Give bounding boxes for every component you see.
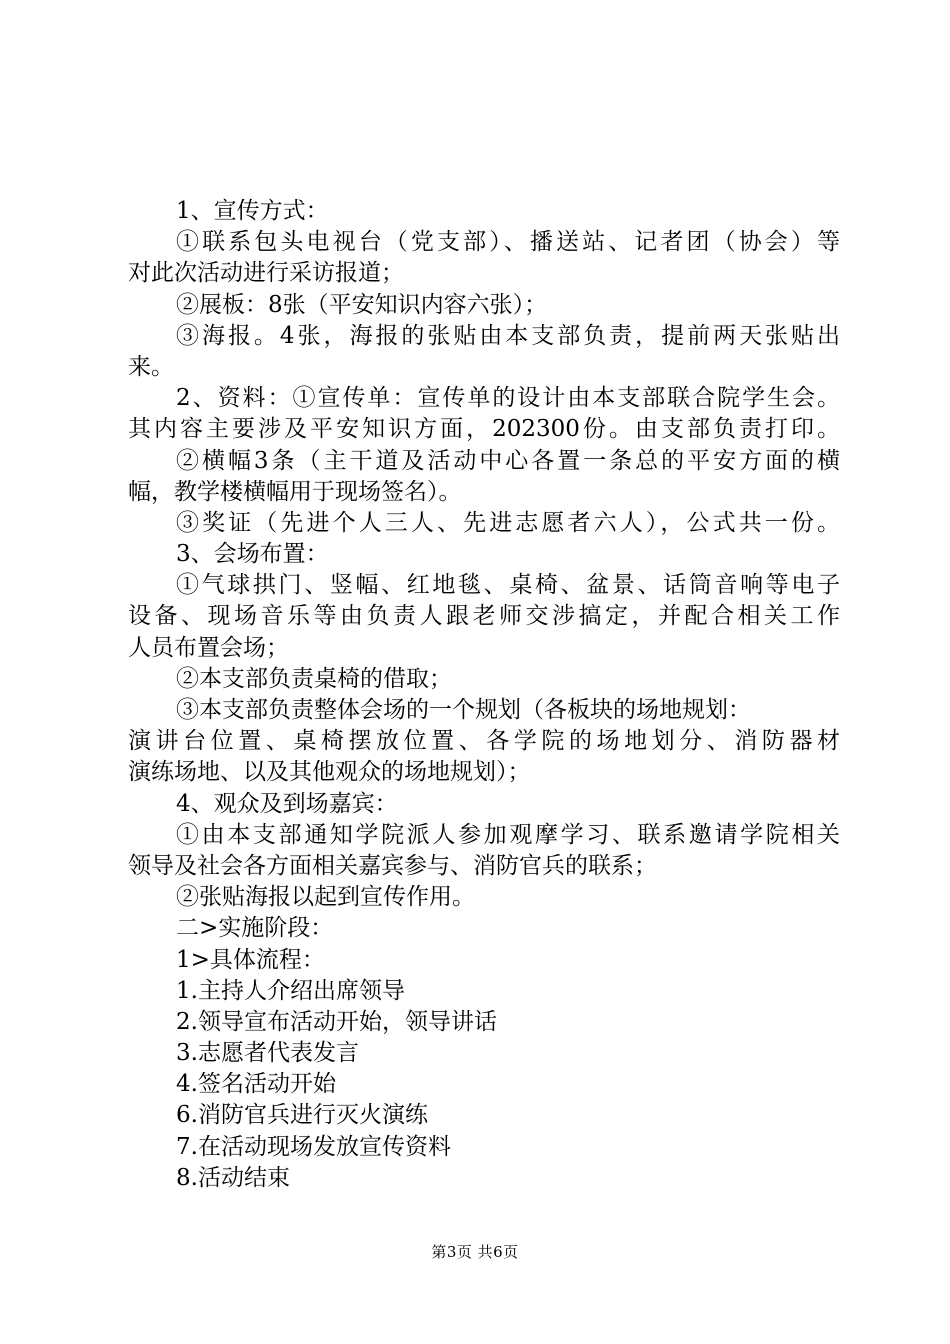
paragraph-line: 1、宣传方式： [176, 198, 329, 224]
paragraph-line: 7.在活动现场发放宣传资料 [176, 1133, 451, 1160]
paragraph-line: 3.志愿者代表发言 [176, 1040, 359, 1067]
paragraph-line: 对此次活动进行采访报道； [128, 260, 404, 287]
paragraph-line: ③海报。4张，海报的张贴由本支部负责，提前两天张贴出 [176, 322, 840, 349]
paragraph-line: 演讲台位置、桌椅摆放位置、各学院的场地划分、消防器材 [128, 728, 840, 755]
paragraph-line: 1.主持人介绍出席领导 [176, 977, 405, 1004]
paragraph-line: 6.消防官兵进行灭火演练 [176, 1102, 428, 1129]
paragraph-line: ②本支部负责桌椅的借取； [176, 665, 452, 692]
document-body [128, 196, 840, 1194]
paragraph-line: 演练场地、以及其他观众的场地规划）； [128, 759, 531, 786]
paragraph-line: 4.签名活动开始 [176, 1071, 336, 1098]
paragraph-line: 来。 [128, 353, 174, 380]
paragraph-line: ②横幅3条（主干道及活动中心各置一条总的平安方面的横 [176, 447, 840, 474]
paragraph-line: 2、资料：①宣传单：宣传单的设计由本支部联合院学生会。 [176, 385, 840, 412]
paragraph-line: ①由本支部通知学院派人参加观摩学习、联系邀请学院相关 [176, 821, 840, 848]
paragraph-line: ③本支部负责整体会场的一个规划（各板块的场地规划： [176, 697, 751, 723]
paragraph-line: 二>实施阶段： [176, 915, 334, 942]
paragraph-line: 人员布置会场； [128, 634, 289, 661]
paragraph-line: ②张贴海报以起到宣传作用。 [176, 884, 475, 911]
paragraph-line: 2.领导宣布活动开始，领导讲话 [176, 1008, 497, 1035]
paragraph-line: ②展板：8张（平安知识内容六张）； [176, 291, 548, 318]
paragraph-line: 1>具体流程： [176, 946, 325, 973]
paragraph-line: ①气球拱门、竖幅、红地毯、桌椅、盆景、话筒音响等电子 [176, 572, 840, 599]
paragraph-line: 领导及社会各方面相关嘉宾参与、消防官兵的联系； [128, 852, 657, 879]
page-number-footer: 第3页 共6页 [431, 1243, 519, 1261]
paragraph-line: 8.活动结束 [176, 1164, 290, 1191]
paragraph-line: 其内容主要涉及平安知识方面，202300份。由支部负责打印。 [128, 416, 840, 443]
paragraph-line: 3、会场布置： [176, 541, 329, 568]
paragraph-line: ③奖证（先进个人三人、先进志愿者六人），公式共一份。 [176, 509, 840, 536]
paragraph-line: 幅，教学楼横幅用于现场签名）。 [128, 478, 462, 505]
paragraph-line: 设备、现场音乐等由负责人跟老师交涉搞定，并配合相关工作 [128, 603, 840, 630]
paragraph-line: ①联系包头电视台（党支部）、播送站、记者团（协会）等 [176, 229, 840, 256]
paragraph-line: 4、观众及到场嘉宾： [176, 790, 398, 817]
